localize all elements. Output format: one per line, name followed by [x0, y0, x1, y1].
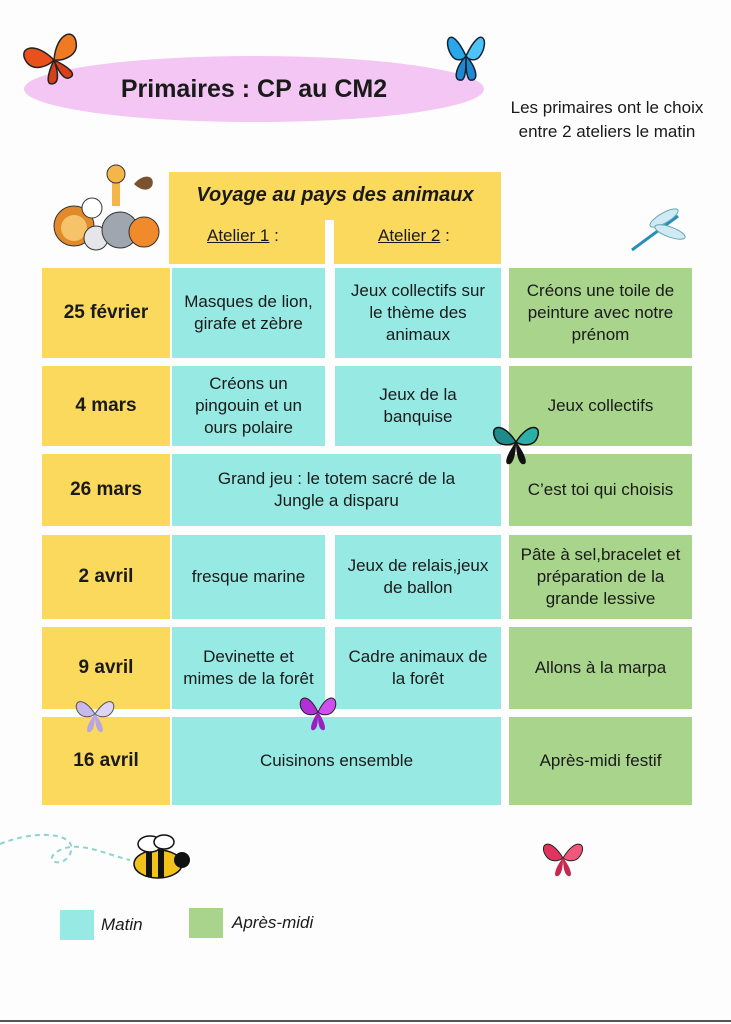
row-date: 4 mars [42, 366, 170, 446]
row-date: 26 mars [42, 454, 170, 526]
butterfly-icon [72, 694, 118, 736]
row-date: 9 avril [42, 627, 170, 709]
atelier-2-header [378, 226, 450, 246]
row-apres-midi: Allons à la marpa [509, 627, 692, 709]
butterfly-icon [540, 836, 586, 880]
atelier-1-label: Atelier 1 [207, 226, 270, 245]
bee-icon [0, 820, 200, 890]
row-atelier-2: Jeux de la banquise [335, 366, 501, 446]
banner-divider [325, 220, 334, 264]
row-atelier-1: fresque marine [172, 535, 325, 619]
atelier-2-colon: : [440, 226, 450, 245]
dragonfly-icon [626, 206, 688, 254]
intro-note: Les primaires ont le choix entre 2 ateliers le matin [510, 98, 704, 141]
row-apres-midi: Pâte à sel,bracelet et préparation de la grande lessive [509, 535, 692, 619]
row-atelier-2: Jeux de relais,jeux de ballon [335, 535, 501, 619]
butterfly-icon [444, 26, 488, 84]
row-matin: Cuisinons ensemble [172, 717, 501, 805]
row-matin: Grand jeu : le totem sacré de la Jungle a disparu [172, 454, 501, 526]
page-title: Primaires : CP au CM2 [24, 56, 484, 122]
row-apres-midi: C’est toi qui choisis [509, 454, 692, 526]
legend-matin-swatch [60, 910, 94, 940]
row-atelier-1: Masques de lion, girafe et zèbre [172, 268, 325, 358]
row-apres-midi: Créons une toile de peinture avec notre prénom [509, 268, 692, 358]
row-atelier-1: Devinette et mimes de la forêt [172, 627, 325, 709]
row-date: 16 avril [42, 717, 170, 805]
theme-banner [169, 172, 501, 264]
atelier-2-label: Atelier 2 [378, 226, 441, 245]
theme-title: Voyage au pays des animaux [196, 184, 474, 206]
legend-apres-midi-swatch [189, 908, 223, 938]
butterfly-icon [22, 34, 86, 86]
legend-apres-midi-label: Après-midi [232, 913, 314, 932]
row-date: 25 février [42, 268, 170, 358]
row-atelier-2: Jeux collectifs sur le thème des animaux [335, 268, 501, 358]
atelier-1-colon: : [269, 226, 279, 245]
butterfly-icon [298, 690, 338, 734]
row-apres-midi: Jeux collectifs [509, 366, 692, 446]
row-atelier-1: Créons un pingouin et un ours polaire [172, 366, 325, 446]
bottom-rule [0, 1020, 731, 1022]
row-date: 2 avril [42, 535, 170, 619]
atelier-1-header [207, 226, 279, 246]
legend-matin-label: Matin [101, 915, 143, 934]
animals-group-icon [52, 166, 162, 262]
row-apres-midi: Après-midi festif [509, 717, 692, 805]
butterfly-icon [490, 418, 542, 468]
row-atelier-2: Cadre animaux de la forêt [335, 627, 501, 709]
